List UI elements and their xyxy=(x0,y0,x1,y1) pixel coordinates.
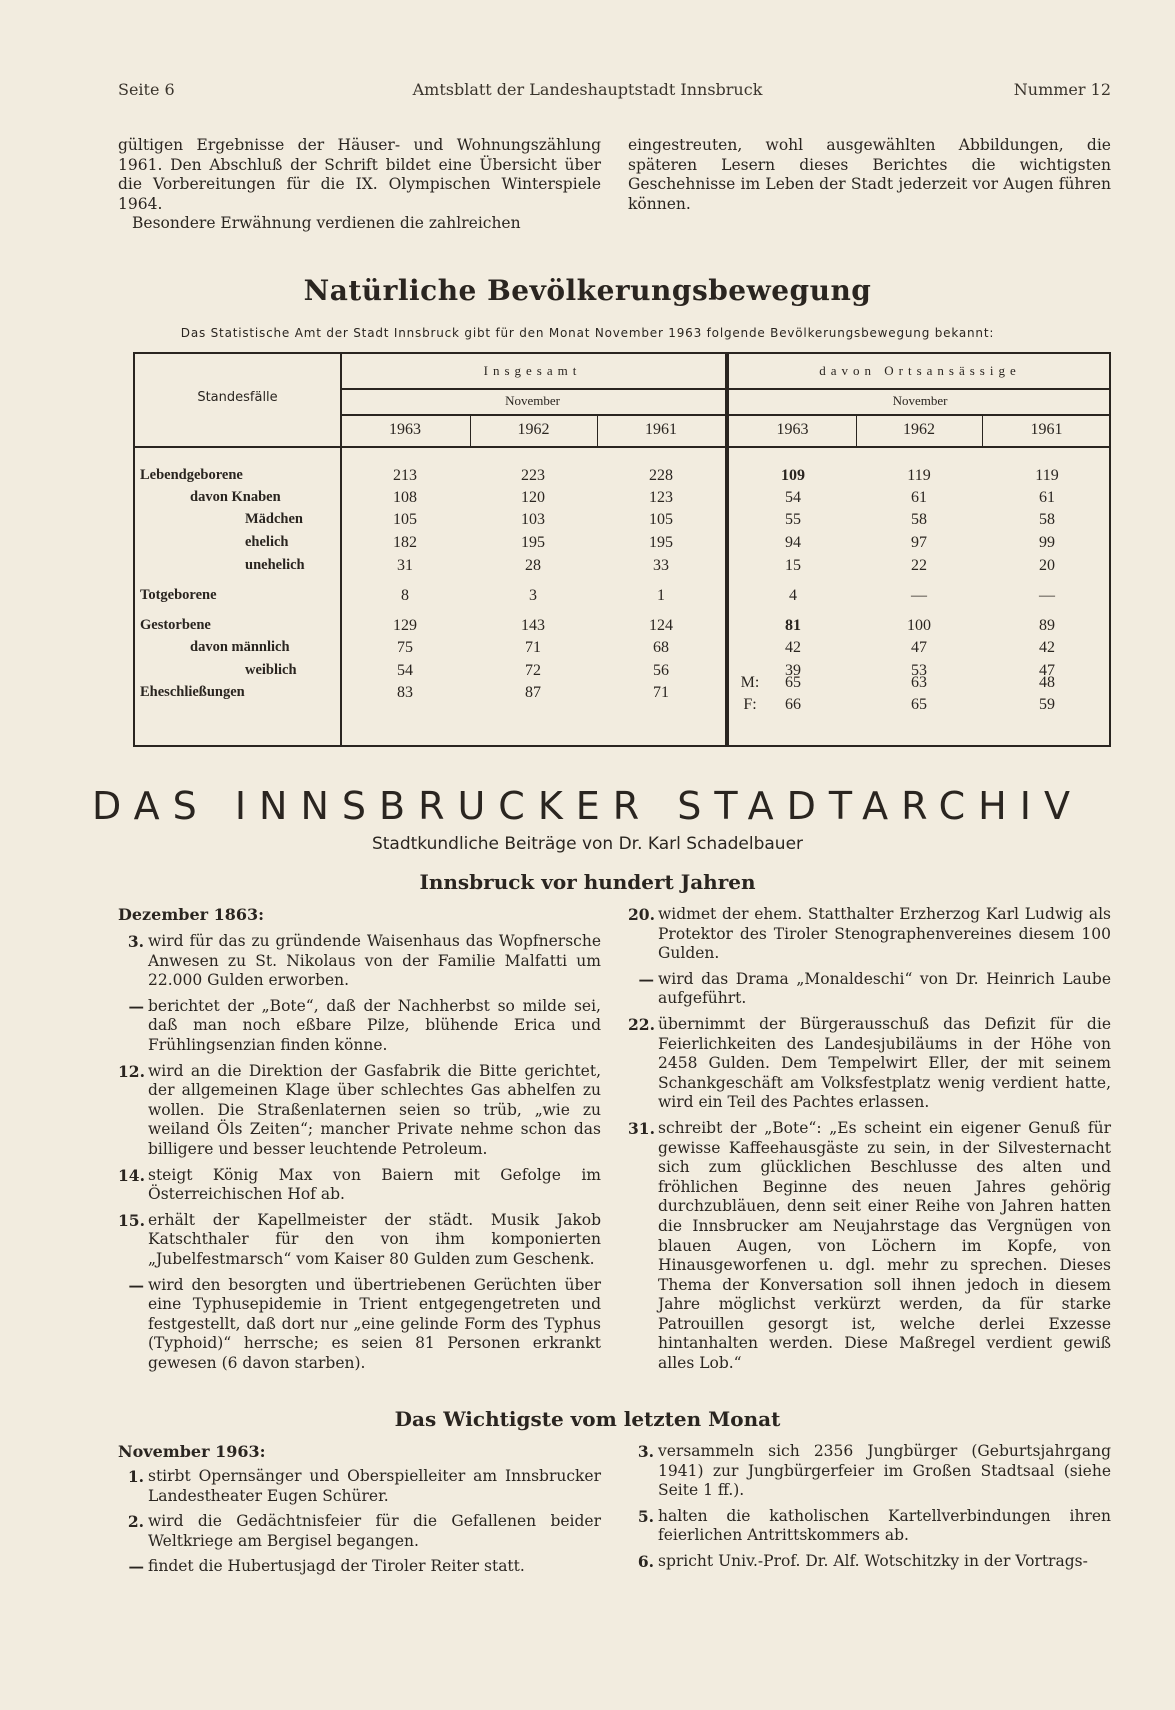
table-cell: 75 xyxy=(397,639,413,656)
table-cell: 129 xyxy=(393,617,417,634)
row-label: Eheschließungen xyxy=(140,684,245,700)
chronicle-entry xyxy=(628,905,1111,964)
chronicle-entry xyxy=(118,1467,601,1506)
entry-date: 3. xyxy=(127,932,144,951)
table-cell: 56 xyxy=(653,662,669,679)
chronicle-entry xyxy=(628,1552,1111,1572)
group-header-ortsansaessige: davon Ortsansässige xyxy=(819,363,1021,378)
entry-date: 5. xyxy=(637,1506,654,1526)
table-rule xyxy=(340,388,725,390)
entry-date: — xyxy=(128,1557,144,1577)
table-cell: 61 xyxy=(1039,489,1055,506)
paragraph: gültigen Ergebnisse der Häuser- und Wohnungszählung 1961. Den Abschluß der Schrift bildet eine Übersicht über die Vorbereitungen für die IX. Olympischen Winterspiele 1964. xyxy=(118,136,601,213)
top-text-left xyxy=(118,136,601,234)
publication-title: Amtsblatt der Landeshauptstadt Innsbruck xyxy=(412,80,763,99)
table-cell: — xyxy=(1039,587,1055,604)
entry-text: erhält der Kapellmeister der städt. Musik Jakob Katschthaler für den von ihm komponierten „Jubelfestmarsch“ vom Kaiser 80 Gulden zum Geschenk. xyxy=(148,1210,601,1268)
year-header: 1963 xyxy=(776,421,809,438)
table-cell: 124 xyxy=(649,617,673,634)
year-header: 1963 xyxy=(389,421,421,438)
table-cell: 58 xyxy=(911,511,927,528)
archiv-title: DAS INNSBRUCKER STADTARCHIV xyxy=(92,784,1083,828)
table-cell: 103 xyxy=(521,511,545,528)
row-label: Totgeborene xyxy=(140,587,217,603)
table-cell: 65 xyxy=(911,696,927,713)
entry-date: 14. xyxy=(118,1165,145,1185)
table-cell: 58 xyxy=(1039,511,1055,528)
table-cell: 42 xyxy=(785,639,801,656)
table-cell: 119 xyxy=(1035,467,1059,484)
chronicle-entry xyxy=(118,1062,601,1160)
chronicle-entry xyxy=(118,1512,601,1551)
entry-text: findet die Hubertusjagd der Tiroler Reiter statt. xyxy=(148,1557,525,1576)
table-cell: 89 xyxy=(1039,617,1055,634)
entry-date: 3. xyxy=(637,1442,654,1461)
table-cell: 47 xyxy=(911,639,927,656)
chronicle-entry xyxy=(628,1119,1111,1374)
table-rule xyxy=(729,414,1111,416)
page-number: Seite 6 xyxy=(118,80,175,99)
table-cell: 54 xyxy=(397,662,413,679)
entry-text: stirbt Opernsänger und Oberspielleiter am Innsbrucker Landestheater Eugen Schürer. xyxy=(148,1467,601,1505)
table-cell: 20 xyxy=(1039,557,1055,574)
table-cell: 54 xyxy=(785,489,801,506)
table-cell: 99 xyxy=(1039,534,1055,551)
table-cell: 182 xyxy=(393,534,417,551)
chronicle-entry xyxy=(118,997,601,1056)
entry-date: 20. xyxy=(628,905,655,924)
table-cell: 28 xyxy=(525,557,541,574)
monat-right-column xyxy=(628,1442,1111,1578)
table-cell: 3 xyxy=(529,587,537,604)
entry-text: steigt König Max von Baiern mit Gefolge im Österreichischen Hof ab. xyxy=(148,1165,601,1204)
archiv-left-column xyxy=(118,905,601,1379)
table-cell: 47 xyxy=(1039,662,1055,679)
table-cell: — xyxy=(911,587,927,604)
month-heading: Dezember 1863: xyxy=(118,905,265,924)
statistics-table xyxy=(133,352,1111,747)
table-rule xyxy=(135,446,1111,448)
row-label: Lebendgeborene xyxy=(140,467,243,483)
table-cell: 120 xyxy=(521,489,545,506)
chronicle-entry xyxy=(118,1276,601,1374)
table-cell: 63 xyxy=(911,674,927,691)
chronicle-entry xyxy=(628,970,1111,1009)
year-header: 1962 xyxy=(517,421,550,438)
table-cell: 97 xyxy=(911,534,927,551)
table-cell: 55 xyxy=(785,511,801,528)
table-cell: 105 xyxy=(649,511,673,528)
table-cell: 105 xyxy=(393,511,417,528)
table-cell: 109 xyxy=(781,467,805,484)
table-cell: 223 xyxy=(521,467,545,484)
table-cell: 94 xyxy=(785,534,801,551)
section-title-vor-hundert-jahren: Innsbruck vor hundert Jahren xyxy=(419,870,756,894)
table-cell: 48 xyxy=(1039,674,1055,691)
monat-left-column xyxy=(118,1442,601,1583)
entry-date: — xyxy=(128,996,144,1016)
entry-text: berichtet der „Bote“, daß der Nachherbst so milde sei, daß man noch eßbare Pilze, blühende Erica und Frühlingsenzian finden könne. xyxy=(148,996,601,1054)
entry-text: wird den besorgten und übertriebenen Gerüchten über eine Typhusepidemie in Trient entgegengetreten und festgestellt, daß dort nur „eine gelinde Form des Typhus (Typhoid)“ herrsche; es seien 81 Personen erkrankt gewesen (6 davon starben). xyxy=(148,1275,601,1372)
entry-text: spricht Univ.-Prof. Dr. Alf. Wotschitzky in der Vortrags- xyxy=(658,1551,1088,1570)
table-cell: 100 xyxy=(907,617,931,634)
table-rule xyxy=(340,354,342,747)
row-label: weiblich xyxy=(245,662,297,678)
entry-text: wird für das zu gründende Waisenhaus das Wopfnersche Anwesen zu St. Nikolaus von der Familie Malfatti um 22.000 Gulden erworben. xyxy=(148,932,601,990)
table-cell: 71 xyxy=(525,639,541,656)
row-label: Mädchen xyxy=(245,511,303,527)
table-cell: 22 xyxy=(911,557,927,574)
table-cell: 108 xyxy=(393,489,417,506)
paragraph: Besondere Erwähnung verdienen die zahlreichen xyxy=(132,214,521,233)
table-cell: 68 xyxy=(653,639,669,656)
chronicle-entry xyxy=(628,1015,1111,1113)
section-title-bevoelkerung: Natürliche Bevölkerungsbewegung xyxy=(303,274,872,307)
table-cell: 119 xyxy=(907,467,931,484)
row-label: Gestorbene xyxy=(140,617,211,633)
table-cell: 61 xyxy=(911,489,927,506)
row-label: unehelich xyxy=(245,557,305,573)
chronicle-entry xyxy=(628,1507,1111,1546)
table-cell: 39 xyxy=(785,662,801,679)
ehe-prefix: M: xyxy=(740,674,760,691)
section-title-letzter-monat: Das Wichtigste vom letzten Monat xyxy=(394,1407,781,1431)
table-rule xyxy=(340,414,725,416)
table-cell: 83 xyxy=(397,684,413,701)
archiv-right-column xyxy=(628,905,1111,1380)
table-intro: Das Statistische Amt der Stadt Innsbruck gibt für den Monat November 1963 folgende Bevölkerungsbewegung bekannt: xyxy=(180,326,995,340)
entry-text: schreibt der „Bote“: „Es scheint ein eigener Genuß für gewisse Kaffeehausgäste zu sein, in der Silvesternacht sich zum glücklichen Beschlusse des alten und fröhlichen Beginne des neuen Jahres gehörig durchzubläuen, denn seit einer Reihe von Jahren hatten die Innsbrucker am Neujahrstage das Vergnügen von blauen Augen, von Löchern im Kopfe, von Hinausgeworfenen u. dgl. mehr zu sprechen. Dieses Thema der Konversation soll ihnen jedoch in diesem Jahre möglichst verkürzt werden, da für starke Patrouillen gesorgt ist, welche derlei Exzesse hintanhalten werden. Diese Maßregel verdient gewiß alles Lob.“ xyxy=(658,1118,1111,1373)
ehe-prefix: F: xyxy=(743,696,757,713)
entry-date: 15. xyxy=(118,1210,145,1230)
entry-text: halten die katholischen Kartellverbindungen ihren feierlichen Antrittskommers ab. xyxy=(658,1506,1111,1545)
paragraph: eingestreuten, wohl ausgewählten Abbildungen, die späteren Lesern dieses Berichtes die wichtigsten Geschehnisse im Leben der Stadt jederzeit vor Augen führen können. xyxy=(628,136,1111,213)
table-cell: 8 xyxy=(401,587,409,604)
year-header: 1961 xyxy=(645,421,677,438)
table-cell: 66 xyxy=(785,696,801,713)
row-label: davon Knaben xyxy=(190,489,281,505)
row-label: davon männlich xyxy=(190,639,290,655)
table-cell: 33 xyxy=(653,557,669,574)
month-header: November xyxy=(892,393,948,408)
table-cell: 31 xyxy=(397,557,413,574)
chronicle-entry xyxy=(118,932,601,991)
table-cell: 1 xyxy=(657,587,665,604)
entry-text: widmet der ehem. Statthalter Erzherzog Karl Ludwig als Protektor des Tiroler Stenographenvereines diesem 100 Gulden. xyxy=(658,905,1111,963)
entry-date: 6. xyxy=(637,1551,654,1571)
entry-date: — xyxy=(128,1275,144,1295)
table-cell: 65 xyxy=(785,674,801,691)
entry-date: 2. xyxy=(127,1512,144,1532)
entry-date: 1. xyxy=(127,1467,144,1486)
entry-date: — xyxy=(638,969,654,989)
entry-date: 12. xyxy=(118,1061,145,1081)
table-cell: 4 xyxy=(789,587,797,604)
entry-text: wird das Drama „Monaldeschi“ von Dr. Heinrich Laube aufgeführt. xyxy=(658,969,1111,1008)
year-header: 1961 xyxy=(1030,421,1063,438)
table-cell: 72 xyxy=(525,662,541,679)
table-cell: 59 xyxy=(1039,696,1055,713)
table-cell: 87 xyxy=(525,684,541,701)
table-rule xyxy=(725,354,729,747)
table-cell: 53 xyxy=(911,662,927,679)
chronicle-entry xyxy=(118,1166,601,1205)
month-header: November xyxy=(505,393,560,408)
entry-text: übernimmt der Bürgerausschuß das Defizit für die Feierlichkeiten des Landesjubiläums in der Höhe von 2458 Gulden. Dem Tempelwirt Eller, der mit seinem Schankgeschäft am Volksfestplatz wenig verdient hatte, wird ein Teil des Pachtes erlassen. xyxy=(658,1014,1111,1112)
archiv-subtitle: Stadtkundliche Beiträge von Dr. Karl Schadelbauer xyxy=(371,834,804,854)
table-cell: 15 xyxy=(785,557,801,574)
month-heading: November 1963: xyxy=(118,1442,266,1461)
table-rule xyxy=(729,388,1111,390)
table-cell: 195 xyxy=(649,534,673,551)
entry-date: 31. xyxy=(628,1118,655,1138)
group-header-insgesamt: Insgesamt xyxy=(483,363,582,378)
entry-text: wird an die Direktion der Gasfabrik die Bitte gerichtet, der allgemeinen Klage über schlechtes Gas abhelfen zu wollen. Die Straßenlaternen seien so trüb, „wie zu weiland Öls Zeiten“; mancher Private nehme schon das billigere und besser leuchtende Petroleum. xyxy=(148,1061,601,1158)
table-cell: 213 xyxy=(393,467,417,484)
top-text-right xyxy=(628,136,1111,214)
table-cell: 143 xyxy=(521,617,545,634)
table-cell: 81 xyxy=(785,617,801,634)
chronicle-entry xyxy=(118,1211,601,1270)
row-label: ehelich xyxy=(245,534,289,550)
column-label: Standesfälle xyxy=(197,390,278,405)
entry-text: wird die Gedächtnisfeier für die Gefallenen beider Weltkriege am Bergisel begangen. xyxy=(148,1512,601,1550)
table-cell: 228 xyxy=(649,467,673,484)
chronicle-entry xyxy=(628,1442,1111,1501)
table-cell: 195 xyxy=(521,534,545,551)
entry-text: versammeln sich 2356 Jungbürger (Geburtsjahrgang 1941) zur Jungbürgerfeier im Großen Stadtsaal (siehe Seite 1 ff.). xyxy=(658,1442,1111,1500)
chronicle-entry xyxy=(118,1557,601,1577)
issue-number: Nummer 12 xyxy=(1013,80,1111,99)
entry-date: 22. xyxy=(628,1014,655,1034)
year-header: 1962 xyxy=(903,421,935,438)
table-cell: 123 xyxy=(649,489,673,506)
table-cell: 71 xyxy=(653,684,669,701)
table-cell: 42 xyxy=(1039,639,1055,656)
